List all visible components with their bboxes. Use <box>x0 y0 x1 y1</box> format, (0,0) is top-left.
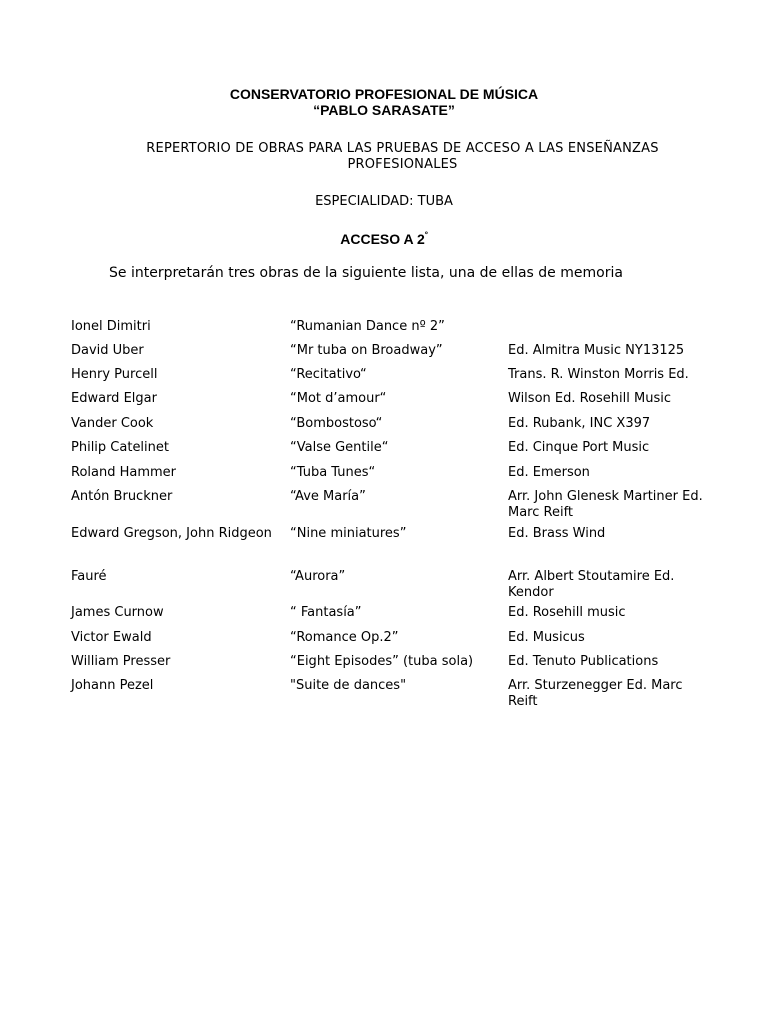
edition-cell: Ed. Tenuto Publications <box>508 654 659 669</box>
access-level-ordinal: º <box>424 230 428 239</box>
composer-cell: Henry Purcell <box>71 367 158 382</box>
edition-cell: Trans. R. Winston Morris Ed. <box>508 367 689 382</box>
edition-cell: Ed. Emerson <box>508 465 590 480</box>
edition-cell: Ed. Rosehill music <box>508 605 626 620</box>
institution-name: CONSERVATORIO PROFESIONAL DE MÚSICA <box>229 86 539 102</box>
edition-cell: Wilson Ed. Rosehill Music <box>508 391 671 406</box>
edition-cell: Ed. Rubank, INC X397 <box>508 416 651 431</box>
work-cell: “Aurora” <box>290 569 346 584</box>
specialty-heading: ESPECIALIDAD: TUBA <box>315 194 453 209</box>
access-level-text: ACCESO A 2 <box>340 231 425 247</box>
work-cell: “Eight Episodes” (tuba sola) <box>290 654 474 669</box>
institution-subname: “PABLO SARASATE” <box>313 102 455 118</box>
edition-cell: Ed. Brass Wind <box>508 526 606 541</box>
edition-cell: Ed. Almitra Music NY13125 <box>508 343 685 358</box>
work-cell: “Romance Op.2” <box>290 630 399 645</box>
work-cell: “Nine miniatures” <box>290 526 407 541</box>
composer-cell: Ionel Dimitri <box>71 319 151 334</box>
work-cell: “Bombostoso“ <box>290 416 383 431</box>
composer-cell: Vander Cook <box>71 416 154 431</box>
composer-cell: Fauré <box>71 569 107 584</box>
work-cell: “Ave María” <box>290 489 366 504</box>
edition-cell: Arr. John Glenesk Martiner Ed. Marc Reift <box>508 489 703 520</box>
instructions-text: Se interpretarán tres obras de la siguiente lista, una de ellas de memoria <box>109 265 623 281</box>
composer-cell: Philip Catelinet <box>71 440 169 455</box>
work-cell: “ Fantasía” <box>290 605 362 620</box>
edition-cell: Arr. Albert Stoutamire Ed. Kendor <box>508 569 675 600</box>
edition-cell: Ed. Musicus <box>508 630 585 645</box>
work-cell: “Mot d’amour“ <box>290 391 387 406</box>
composer-cell: Antón Bruckner <box>71 489 173 504</box>
document-subtitle: REPERTORIO DE OBRAS PARA LAS PRUEBAS DE ACCESO A LAS ENSEÑANZAS PROFESIONALES <box>146 141 659 172</box>
work-cell: “Tuba Tunes“ <box>290 465 376 480</box>
work-cell: “Valse Gentile“ <box>290 440 389 455</box>
composer-cell: Victor Ewald <box>71 630 152 645</box>
edition-cell: Arr. Sturzenegger Ed. Marc Reift <box>508 678 683 709</box>
work-cell: “Rumanian Dance nº 2” <box>290 319 445 334</box>
access-level-heading <box>0 231 768 247</box>
composer-cell: William Presser <box>71 654 171 669</box>
work-cell: “Recitativo“ <box>290 367 367 382</box>
composer-cell: James Curnow <box>71 605 164 620</box>
work-cell: “Mr tuba on Broadway” <box>290 343 443 358</box>
composer-cell: Roland Hammer <box>71 465 177 480</box>
edition-cell: Ed. Cinque Port Music <box>508 440 650 455</box>
composer-cell: David Uber <box>71 343 144 358</box>
work-cell: "Suite de dances" <box>290 678 407 693</box>
composer-cell: Edward Gregson, John Ridgeon <box>71 526 272 541</box>
composer-cell: Edward Elgar <box>71 391 157 406</box>
composer-cell: Johann Pezel <box>71 678 154 693</box>
